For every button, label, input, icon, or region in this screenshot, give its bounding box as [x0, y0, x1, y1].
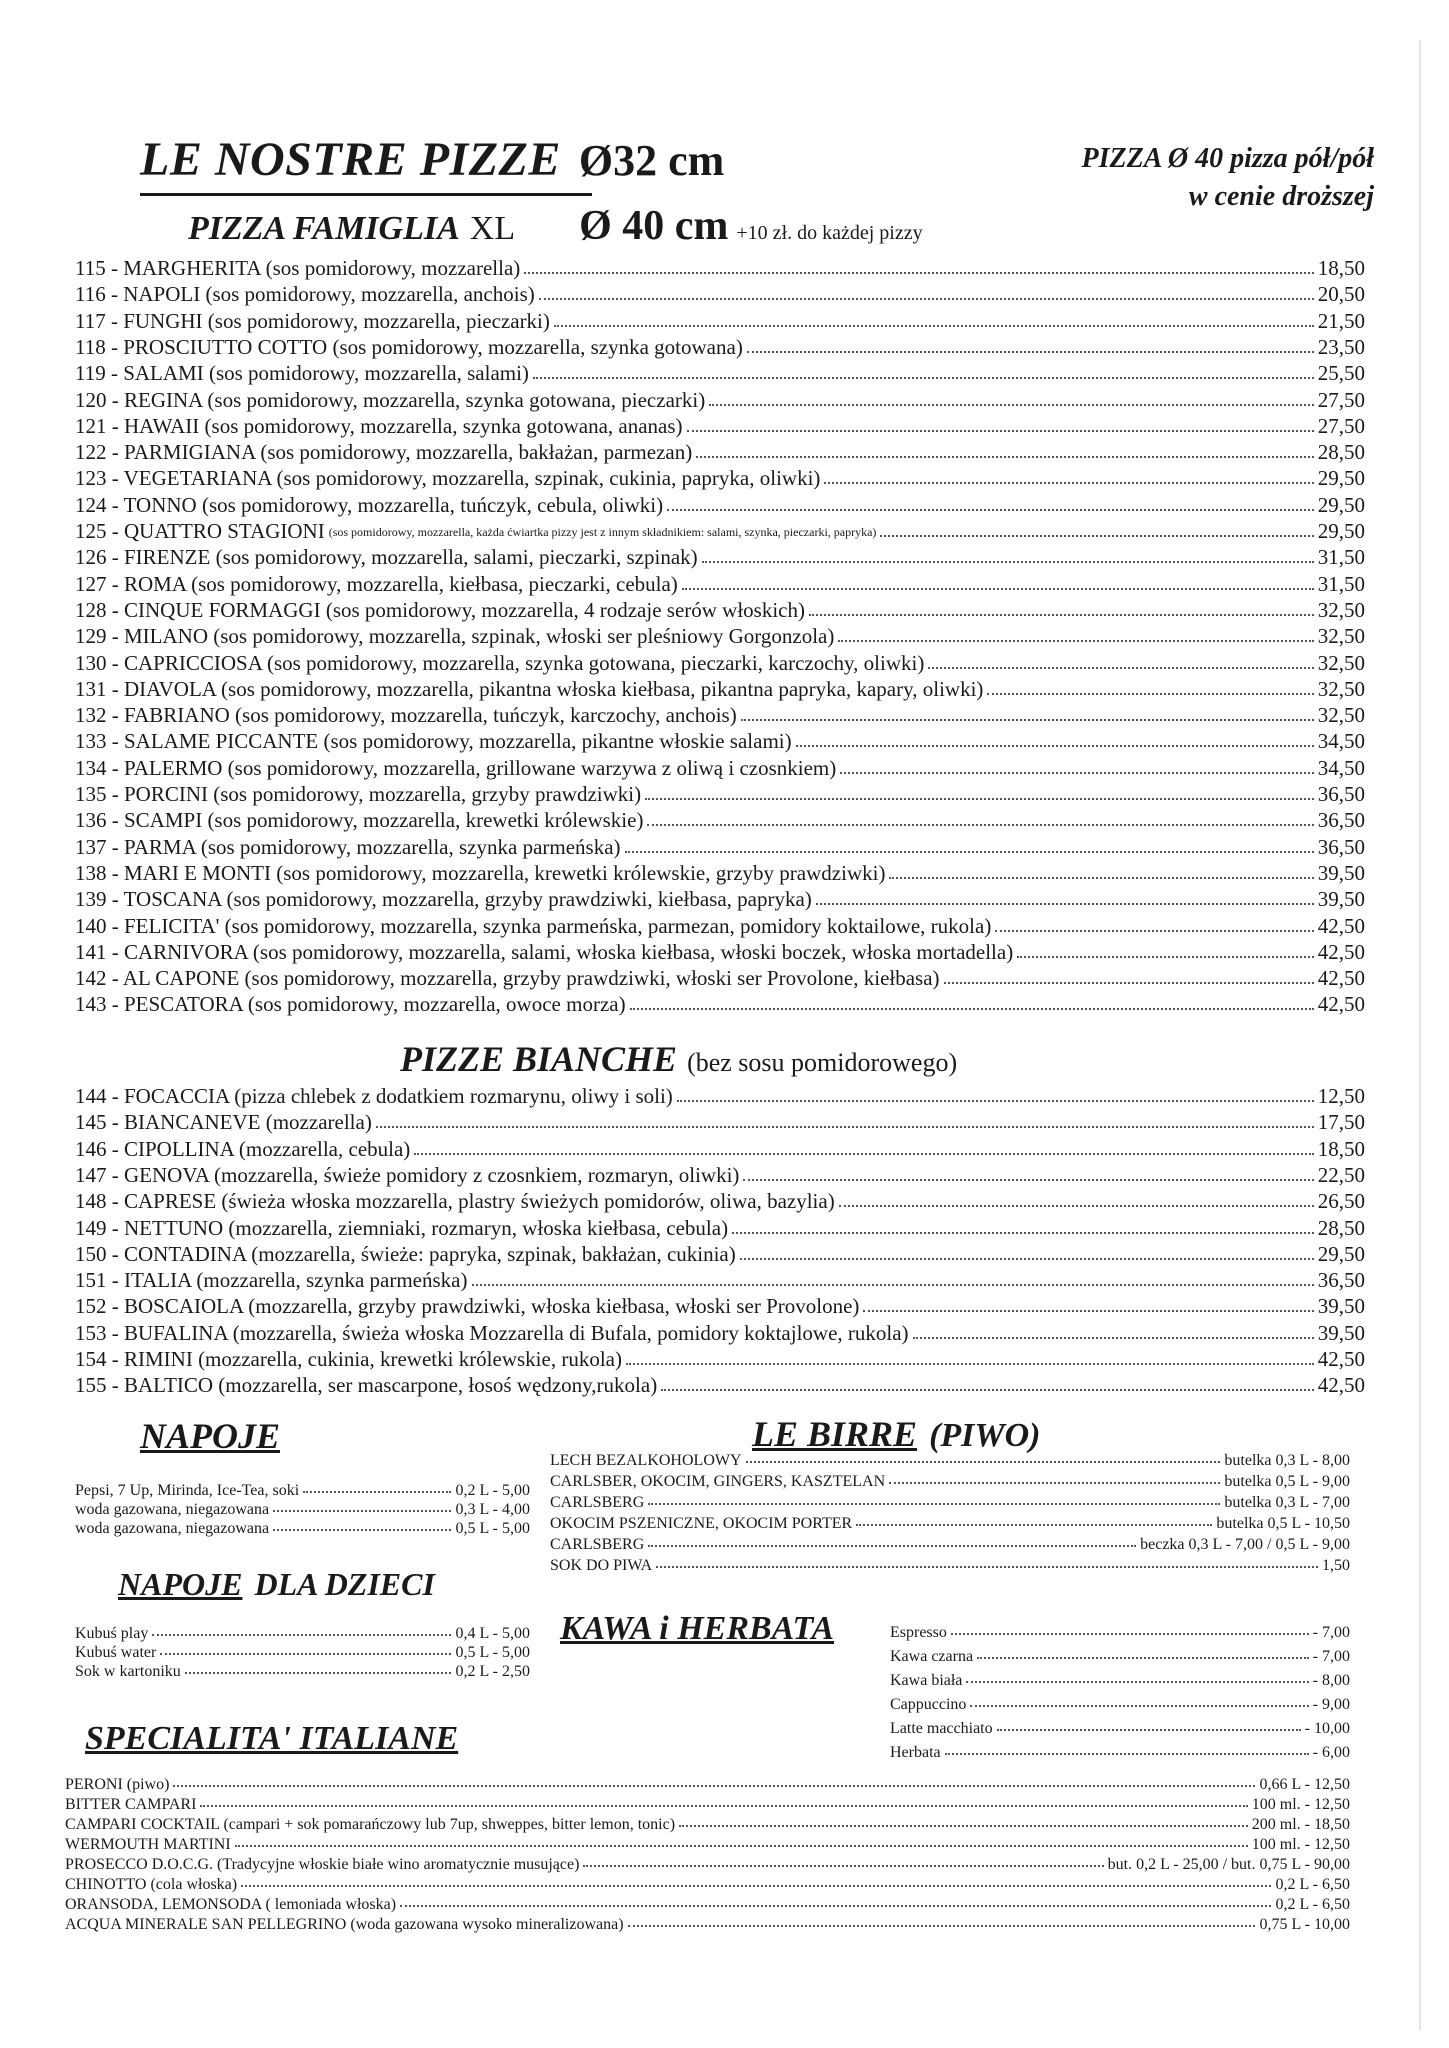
pizza-item-name: 131 - DIAVOLA (sos pomidorowy, mozzarella, pikantna włoska kiełbasa, pikantna papryka, kapary, oliwki)	[75, 676, 984, 701]
dzieci-item	[75, 1642, 530, 1662]
napoje-item	[75, 1518, 530, 1538]
dot-leader	[709, 404, 1314, 406]
specialita-item	[65, 1794, 1350, 1814]
dot-leader	[273, 1510, 451, 1512]
dot-leader	[160, 1653, 451, 1655]
dot-leader	[630, 1008, 1314, 1010]
bianche-item	[75, 1109, 1365, 1135]
pizza-item-price: 21,50	[1317, 308, 1365, 333]
pizza-item-name: 115 - MARGHERITA (sos pomidorowy, mozzarella)	[75, 256, 521, 280]
pizza-item	[75, 650, 1365, 676]
pizza-item	[75, 965, 1365, 991]
pizza-item	[75, 807, 1365, 833]
dot-leader	[539, 298, 1314, 300]
kawa-title: KAWA i HERBATA	[560, 1610, 835, 1647]
dot-leader	[746, 1461, 1221, 1463]
specialita-item-name: ORANSODA, LEMONSODA ( lemoniada włoska)	[65, 1896, 397, 1913]
kawa-item	[890, 1742, 1350, 1762]
pizza-item	[75, 439, 1365, 465]
specialita-item-price: 200 ml. - 18,50	[1251, 1816, 1350, 1833]
dot-leader	[966, 1681, 1308, 1683]
birre-item-name: CARLSBER, OKOCIM, GINGERS, KASZTELAN	[550, 1473, 886, 1490]
dot-leader	[839, 1205, 1314, 1207]
pizza-item	[75, 597, 1365, 623]
birre-item-price: beczka 0,3 L - 7,00 / 0,5 L - 9,00	[1140, 1536, 1350, 1553]
dot-leader	[303, 1491, 451, 1493]
birre-title-rest: (PIWO)	[929, 1417, 1041, 1454]
napoje-item-price: 0,2 L - 5,00	[455, 1482, 530, 1499]
bianche-item	[75, 1320, 1365, 1346]
pizza-item	[75, 465, 1365, 491]
pizza-item-price: 36,50	[1317, 782, 1365, 806]
promo-line-2: w cenie droższej	[1188, 181, 1374, 212]
dot-leader	[677, 1100, 1314, 1102]
kawa-item-price: - 10,00	[1304, 1720, 1350, 1737]
pizza-item	[75, 492, 1365, 518]
bianche-item-name: 152 - BOSCAIOLA (mozzarella, grzyby prawdziwki, włoska kiełbasa, włoski ser Provolone)	[75, 1294, 860, 1319]
dot-leader	[472, 1284, 1314, 1286]
pizza-item-price: 39,50	[1317, 860, 1365, 885]
pizza-item	[75, 939, 1365, 965]
bianche-item-price: 42,50	[1317, 1347, 1365, 1371]
dot-leader	[524, 272, 1313, 274]
pizza-item-name: 141 - CARNIVORA (sos pomidorowy, mozzarella, salami, włoska kiełbasa, włoski boczek, włoska mortadella)	[75, 939, 1014, 964]
dot-leader	[554, 325, 1314, 327]
specialita-item-name: CAMPARI COCKTAIL (campari + sok pomarańczowy lub 7up, shweppes, bitter lemon, tonic)	[65, 1816, 676, 1833]
napoje-title: NAPOJE	[140, 1416, 281, 1456]
pizza-item	[75, 255, 1365, 281]
dzieci-item	[75, 1661, 530, 1681]
specialita-item-name: BITTER CAMPARI	[65, 1796, 197, 1813]
famiglia-title: PIZZA FAMIGLIA	[188, 210, 460, 247]
kawa-item-name: Herbata	[890, 1744, 941, 1761]
kawa-item	[890, 1622, 1350, 1642]
dot-leader	[889, 1482, 1220, 1484]
kawa-item-name: Cappuccino	[890, 1696, 967, 1713]
pizza-item-name: 134 - PALERMO (sos pomidorowy, mozzarella, grillowane warzywa z oliwą i czosnkiem)	[75, 755, 837, 780]
dot-leader	[824, 482, 1313, 484]
pizza-item-price: 31,50	[1317, 545, 1365, 570]
specialita-item-name: PERONI (piwo)	[65, 1776, 170, 1793]
dot-leader	[185, 1672, 452, 1674]
specialita-item	[65, 1774, 1350, 1794]
napoje-item-name: woda gazowana, niegazowana	[75, 1520, 270, 1537]
specialita-item-name: PROSECCO D.O.C.G. (Tradycyjne włoskie białe wino aromatycznie musujące)	[65, 1856, 580, 1873]
dot-leader	[152, 1634, 451, 1636]
specialita-item	[65, 1894, 1350, 1914]
pizza-item-price: 20,50	[1317, 282, 1365, 307]
bianche-item	[75, 1162, 1365, 1188]
dot-leader	[533, 377, 1314, 379]
birre-item-name: CARLSBERG	[550, 1494, 645, 1511]
pizza-item-name: 116 - NAPOLI (sos pomidorowy, mozzarella, anchois)	[75, 282, 535, 307]
menu-title: LE NOSTRE PIZZE	[140, 133, 561, 186]
dzieci-title: NAPOJE	[118, 1566, 243, 1602]
dot-leader	[796, 745, 1314, 747]
bianche-item-price: 26,50	[1317, 1189, 1365, 1214]
kawa-item-price: - 7,00	[1312, 1648, 1350, 1665]
pizza-item-price: 32,50	[1317, 703, 1365, 728]
pizza-item	[75, 518, 1365, 544]
dot-leader	[987, 693, 1313, 695]
dot-leader	[235, 1845, 1248, 1847]
pizza-item	[75, 755, 1365, 781]
pizza-item	[75, 913, 1365, 939]
birre-item	[550, 1492, 1350, 1512]
pizza-item-name: 137 - PARMA (sos pomidorowy, mozzarella, szynka parmeńska)	[75, 834, 621, 859]
pizza-item	[75, 991, 1365, 1017]
dot-leader	[400, 1905, 1271, 1907]
dot-leader	[628, 1925, 1256, 1927]
bianche-item-price: 39,50	[1317, 1320, 1365, 1345]
bianche-item-name: 151 - ITALIA (mozzarella, szynka parmeńska)	[75, 1268, 468, 1293]
napoje-item-price: 0,3 L - 4,00	[455, 1501, 530, 1518]
bianche-item-price: 36,50	[1317, 1268, 1365, 1293]
dot-leader	[741, 719, 1314, 721]
specialita-item	[65, 1874, 1350, 1894]
birre-item-name: LECH BEZALKOHOLOWY	[550, 1452, 742, 1469]
pizza-item-price: 29,50	[1317, 519, 1365, 543]
dzieci-item-price: 0,2 L - 2,50	[455, 1663, 530, 1680]
bianche-title: PIZZE BIANCHE	[400, 1039, 678, 1079]
kawa-item-name: Latte macchiato	[890, 1720, 993, 1737]
napoje-item	[75, 1499, 530, 1519]
pizza-size: Ø32 cm	[578, 136, 725, 185]
dot-leader	[747, 351, 1314, 353]
pizza-item	[75, 834, 1365, 860]
specialita-item-price: 0,2 L - 6,50	[1275, 1876, 1350, 1893]
specialita-item	[65, 1854, 1350, 1874]
dot-leader	[376, 1126, 1314, 1128]
kawa-item-name: Kawa czarna	[890, 1648, 974, 1665]
specialita-item-price: 100 ml. - 12,50	[1251, 1796, 1350, 1813]
dot-leader	[944, 982, 1314, 984]
dot-leader	[647, 824, 1313, 826]
pizza-item-name: 121 - HAWAII (sos pomidorowy, mozzarella, szynka gotowana, ananas)	[75, 413, 683, 438]
bianche-item-name: 148 - CAPRESE (świeża włoska mozzarella, plastry świeżych pomidorów, oliwa, bazylia)	[75, 1189, 835, 1214]
dzieci-title-rest: DLA DZIECI	[254, 1566, 435, 1602]
pizza-item-name: 123 - VEGETARIANA (sos pomidorowy, mozzarella, szpinak, cukinia, papryka, oliwki)	[75, 466, 821, 491]
dot-leader	[667, 509, 1314, 511]
birre-item-price: 1,50	[1322, 1557, 1350, 1574]
famiglia-xl: XL	[469, 210, 516, 247]
napoje-item	[75, 1480, 530, 1500]
birre-item	[550, 1450, 1350, 1470]
kawa-item-name: Kawa biała	[890, 1672, 963, 1689]
birre-item	[550, 1471, 1350, 1491]
dot-leader	[173, 1785, 1255, 1787]
pizza-item-name: 126 - FIRENZE (sos pomidorowy, mozzarella, salami, pieczarki, szpinak)	[75, 545, 698, 570]
specialita-item	[65, 1914, 1350, 1934]
dot-leader	[656, 1566, 1318, 1568]
pizza-item-price: 39,50	[1317, 887, 1365, 912]
bianche-item-price: 18,50	[1317, 1136, 1365, 1161]
specialita-item-price: 0,2 L - 6,50	[1275, 1896, 1350, 1913]
famiglia-row	[188, 202, 923, 250]
pizza-item-name: 117 - FUNGHI (sos pomidorowy, mozzarella, pieczarki)	[75, 308, 550, 333]
pizza-item-name: 128 - CINQUE FORMAGGI (sos pomidorowy, mozzarella, 4 rodzaje serów włoskich)	[75, 597, 805, 622]
bianche-item-name: 144 - FOCACCIA (pizza chlebek z dodatkiem rozmarynu, oliwy i soli)	[75, 1084, 673, 1108]
dzieci-item-name: Kubuś water	[75, 1644, 157, 1661]
pizza-item-price: 32,50	[1317, 624, 1365, 649]
kawa-item-price: - 7,00	[1312, 1624, 1350, 1641]
bianche-item	[75, 1267, 1365, 1293]
dot-leader	[696, 456, 1314, 458]
half-half-promo	[954, 140, 1374, 216]
bianche-item-name: 155 - BALTICO (mozzarella, ser mascarpone, łosoś wędzony,rukola)	[75, 1373, 658, 1398]
dot-leader	[648, 1503, 1220, 1505]
title-underline	[140, 193, 592, 196]
pizza-item-name: 135 - PORCINI (sos pomidorowy, mozzarella, grzyby prawdziwki)	[75, 782, 642, 806]
bianche-item	[75, 1346, 1365, 1372]
pizza-item-name: 142 - AL CAPONE (sos pomidorowy, mozzarella, grzyby prawdziwki, włoski ser Provolone, kiełbasa)	[75, 966, 940, 991]
pizza-item-note: (sos pomidorowy, mozzarella, każda ćwiartka pizzy jest z innym składnikiem: salami, szynka, pieczarki, papryka)	[328, 525, 877, 539]
dot-leader	[740, 1258, 1314, 1260]
kawa-item	[890, 1646, 1350, 1666]
specialita-item-name: WERMOUTH MARTINI	[65, 1836, 231, 1853]
pizza-item	[75, 387, 1365, 413]
bianche-item-price: 28,50	[1317, 1215, 1365, 1240]
pizza-item-price: 23,50	[1317, 334, 1365, 359]
pizza-item-price: 27,50	[1317, 387, 1365, 412]
bianche-item	[75, 1215, 1365, 1241]
pizza-item	[75, 860, 1365, 886]
pizza-item-price: 34,50	[1317, 729, 1365, 754]
pizza-item-price: 27,50	[1317, 413, 1365, 438]
pizza-item	[75, 676, 1365, 702]
dot-leader	[970, 1705, 1308, 1707]
specialita-item	[65, 1834, 1350, 1854]
pizza-item-price: 32,50	[1317, 676, 1365, 701]
dot-leader	[838, 640, 1313, 642]
napoje-item-price: 0,5 L - 5,00	[455, 1520, 530, 1537]
napoje-item-name: woda gazowana, niegazowana	[75, 1501, 270, 1518]
pizza-item-price: 42,50	[1317, 992, 1365, 1017]
pizza-item-name: 129 - MILANO (sos pomidorowy, mozzarella, szpinak, włoski ser pleśniowy Gorgonzola)	[75, 624, 835, 649]
pizza-item-price: 29,50	[1317, 492, 1365, 517]
dot-leader	[913, 1337, 1314, 1339]
specialita-item-price: 0,75 L - 10,00	[1259, 1916, 1350, 1933]
bianche-item-name: 145 - BIANCANEVE (mozzarella)	[75, 1110, 372, 1135]
dzieci-item	[75, 1623, 530, 1643]
pizza-item-name: 143 - PESCATORA (sos pomidorowy, mozzarella, owoce morza)	[75, 992, 626, 1017]
pizza-item-price: 31,50	[1317, 571, 1365, 596]
kawa-item	[890, 1670, 1350, 1690]
bianche-item-price: 39,50	[1317, 1294, 1365, 1319]
pizza-item-price: 36,50	[1317, 834, 1365, 859]
pizza-item	[75, 308, 1365, 334]
pizza-item-name: 119 - SALAMI (sos pomidorowy, mozzarella, salami)	[75, 361, 529, 386]
pizza-item-name: 140 - FELICITA' (sos pomidorowy, mozzarella, szynka parmeńska, parmezan, pomidory koktailowe, rukola)	[75, 913, 992, 938]
specialita-title: SPECIALITA' ITALIANE	[85, 1720, 459, 1757]
promo-line-1: PIZZA Ø 40 pizza pół/pół	[1081, 143, 1374, 174]
birre-header	[752, 1413, 1041, 1455]
pizza-item-price: 36,50	[1317, 808, 1365, 833]
bianche-item-name: 153 - BUFALINA (mozzarella, świeża włoska Mozzarella di Bufala, pomidory koktajlowe, rukola)	[75, 1320, 909, 1345]
pizza-item	[75, 728, 1365, 754]
bianche-item	[75, 1083, 1365, 1109]
birre-item	[550, 1513, 1350, 1533]
bianche-item-name: 154 - RIMINI (mozzarella, cukinia, krewetki królewskie, rukola)	[75, 1347, 622, 1371]
header-title-row	[140, 132, 724, 187]
kawa-item-price: - 9,00	[1312, 1696, 1350, 1713]
dot-leader	[414, 1153, 1313, 1155]
pizza-item-name: 139 - TOSCANA (sos pomidorowy, mozzarella, grzyby prawdziwki, kiełbasa, papryka)	[75, 887, 812, 912]
kawa-item	[890, 1694, 1350, 1714]
pizza-item-name: 124 - TONNO (sos pomidorowy, mozzarella, tuńczyk, cebula, oliwki)	[75, 492, 664, 517]
bianche-subtitle: (bez sosu pomidorowego)	[687, 1048, 958, 1077]
dot-leader	[702, 561, 1314, 563]
pizza-item-name: 136 - SCAMPI (sos pomidorowy, mozzarella, krewetki królewskie)	[75, 808, 644, 833]
dot-leader	[856, 1524, 1212, 1526]
birre-item-price: butelka 0,3 L - 7,00	[1224, 1494, 1350, 1511]
kawa-item-price: - 8,00	[1312, 1672, 1350, 1689]
pizza-item-price: 18,50	[1317, 256, 1365, 280]
dot-leader	[880, 535, 1313, 537]
famiglia-size: Ø 40 cm	[579, 203, 729, 249]
dzieci-item-name: Kubuś play	[75, 1625, 149, 1642]
dot-leader	[809, 614, 1314, 616]
kawa-item-price: - 6,00	[1312, 1744, 1350, 1761]
bianche-item-price: 29,50	[1317, 1241, 1365, 1266]
specialita-item	[65, 1814, 1350, 1834]
napoje-item-name: Pepsi, 7 Up, Mirinda, Ice-Tea, soki	[75, 1482, 300, 1499]
pizza-item-name: 138 - MARI E MONTI (sos pomidorowy, mozzarella, krewetki królewskie, grzyby prawdziwki)	[75, 860, 886, 885]
dot-leader	[997, 1729, 1301, 1731]
birre-item-name: CARLSBERG	[550, 1536, 645, 1553]
bianche-item-name: 149 - NETTUNO (mozzarella, ziemniaki, rozmaryn, włoska kiełbasa, cebula)	[75, 1215, 729, 1240]
bianche-header	[400, 1038, 957, 1080]
bianche-item-name: 147 - GENOVA (mozzarella, świeże pomidory z czosnkiem, rozmaryn, oliwki)	[75, 1162, 740, 1187]
pizza-item-name: 130 - CAPRICCIOSA (sos pomidorowy, mozzarella, szynka gotowana, pieczarki, karczochy, oliwki)	[75, 650, 925, 675]
pizza-item	[75, 781, 1365, 807]
dzieci-item-price: 0,5 L - 5,00	[455, 1644, 530, 1661]
dot-leader	[679, 1825, 1248, 1827]
dot-leader	[625, 851, 1314, 853]
dot-leader	[241, 1885, 1271, 1887]
pizza-item-name: 125 - QUATTRO STAGIONI	[75, 519, 325, 543]
pizza-item	[75, 281, 1365, 307]
dot-leader	[840, 772, 1313, 774]
pizza-item-price: 34,50	[1317, 755, 1365, 780]
dot-leader	[648, 1545, 1136, 1547]
famiglia-surcharge: +10 zł. do każdej pizzy	[736, 222, 923, 244]
bianche-item-price: 22,50	[1317, 1162, 1365, 1187]
birre-item-price: butelka 0,5 L - 9,00	[1224, 1473, 1350, 1490]
pizza-item	[75, 360, 1365, 386]
pizza-item-name: 118 - PROSCIUTTO COTTO (sos pomidorowy, mozzarella, szynka gotowana)	[75, 334, 743, 359]
dzieci-item-name: Sok w kartoniku	[75, 1663, 181, 1680]
dot-leader	[732, 1232, 1314, 1234]
dot-leader	[889, 877, 1313, 879]
pizza-item	[75, 623, 1365, 649]
dot-leader	[977, 1657, 1309, 1659]
dot-leader	[645, 798, 1314, 800]
dot-leader	[661, 1389, 1314, 1391]
dot-leader	[945, 1753, 1309, 1755]
bianche-item-name: 146 - CIPOLLINA (mozzarella, cebula)	[75, 1136, 411, 1161]
pizza-item-name: 127 - ROMA (sos pomidorowy, mozzarella, kiełbasa, pieczarki, cebula)	[75, 571, 678, 596]
birre-title: LE BIRRE	[752, 1414, 918, 1454]
bianche-item-price: 12,50	[1317, 1084, 1365, 1108]
pizza-item	[75, 886, 1365, 912]
bianche-item	[75, 1241, 1365, 1267]
bianche-item-price: 42,50	[1317, 1373, 1365, 1398]
dzieci-header	[118, 1566, 435, 1603]
pizza-item-price: 25,50	[1317, 361, 1365, 386]
dot-leader	[951, 1633, 1309, 1635]
specialita-item-price: 0,66 L - 12,50	[1259, 1776, 1350, 1793]
dot-leader	[816, 903, 1314, 905]
pizza-item	[75, 334, 1365, 360]
dzieci-item-price: 0,4 L - 5,00	[455, 1625, 530, 1642]
pizza-item-price: 32,50	[1317, 597, 1365, 622]
birre-item	[550, 1555, 1350, 1575]
pizza-item	[75, 413, 1365, 439]
bianche-item	[75, 1136, 1365, 1162]
birre-item-price: butelka 0,5 L - 10,50	[1216, 1515, 1350, 1532]
dot-leader	[687, 430, 1314, 432]
pizza-item-price: 42,50	[1317, 939, 1365, 964]
pizza-item-price: 28,50	[1317, 440, 1365, 465]
pizza-item-price: 42,50	[1317, 913, 1365, 938]
bianche-item	[75, 1293, 1365, 1319]
dot-leader	[273, 1529, 451, 1531]
pizza-item	[75, 571, 1365, 597]
pizza-item-name: 120 - REGINA (sos pomidorowy, mozzarella, szynka gotowana, pieczarki)	[75, 387, 706, 412]
dot-leader	[863, 1310, 1313, 1312]
dot-leader	[928, 667, 1313, 669]
specialita-item-price: 100 ml. - 12,50	[1251, 1836, 1350, 1853]
dot-leader	[995, 930, 1313, 932]
dot-leader	[200, 1805, 1247, 1807]
page-edge-line	[1419, 40, 1421, 2030]
dot-leader	[1017, 956, 1314, 958]
dot-leader	[583, 1865, 1103, 1867]
birre-item-name: OKOCIM PSZENICZNE, OKOCIM PORTER	[550, 1515, 853, 1532]
bianche-item-name: 150 - CONTADINA (mozzarella, świeże: papryka, szpinak, bakłażan, cukinia)	[75, 1241, 736, 1266]
pizza-item-name: 122 - PARMIGIANA (sos pomidorowy, mozzarella, bakłażan, parmezan)	[75, 440, 693, 465]
birre-item	[550, 1534, 1350, 1554]
birre-item-price: butelka 0,3 L - 8,00	[1224, 1452, 1350, 1469]
bianche-item-price: 17,50	[1317, 1110, 1365, 1135]
pizza-item-price: 42,50	[1317, 966, 1365, 991]
pizza-item	[75, 544, 1365, 570]
bianche-item	[75, 1188, 1365, 1214]
pizza-item-price: 32,50	[1317, 650, 1365, 675]
specialita-item-price: but. 0,2 L - 25,00 / but. 0,75 L - 90,00	[1107, 1856, 1350, 1873]
pizza-item-name: 132 - FABRIANO (sos pomidorowy, mozzarella, tuńczyk, karczochy, anchois)	[75, 703, 737, 728]
pizza-item	[75, 702, 1365, 728]
pizza-item-price: 29,50	[1317, 466, 1365, 491]
birre-item-name: SOK DO PIWA	[550, 1557, 653, 1574]
specialita-item-name: ACQUA MINERALE SAN PELLEGRINO (woda gazowana wysoko mineralizowana)	[65, 1916, 624, 1933]
pizza-item-name: 133 - SALAME PICCANTE (sos pomidorowy, mozzarella, pikantne włoskie salami)	[75, 729, 792, 754]
dot-leader	[682, 588, 1314, 590]
kawa-item	[890, 1718, 1350, 1738]
dot-leader	[743, 1179, 1313, 1181]
bianche-item	[75, 1372, 1365, 1398]
kawa-item-name: Espresso	[890, 1624, 947, 1641]
dot-leader	[626, 1363, 1314, 1365]
specialita-item-name: CHINOTTO (cola włoska)	[65, 1876, 238, 1893]
